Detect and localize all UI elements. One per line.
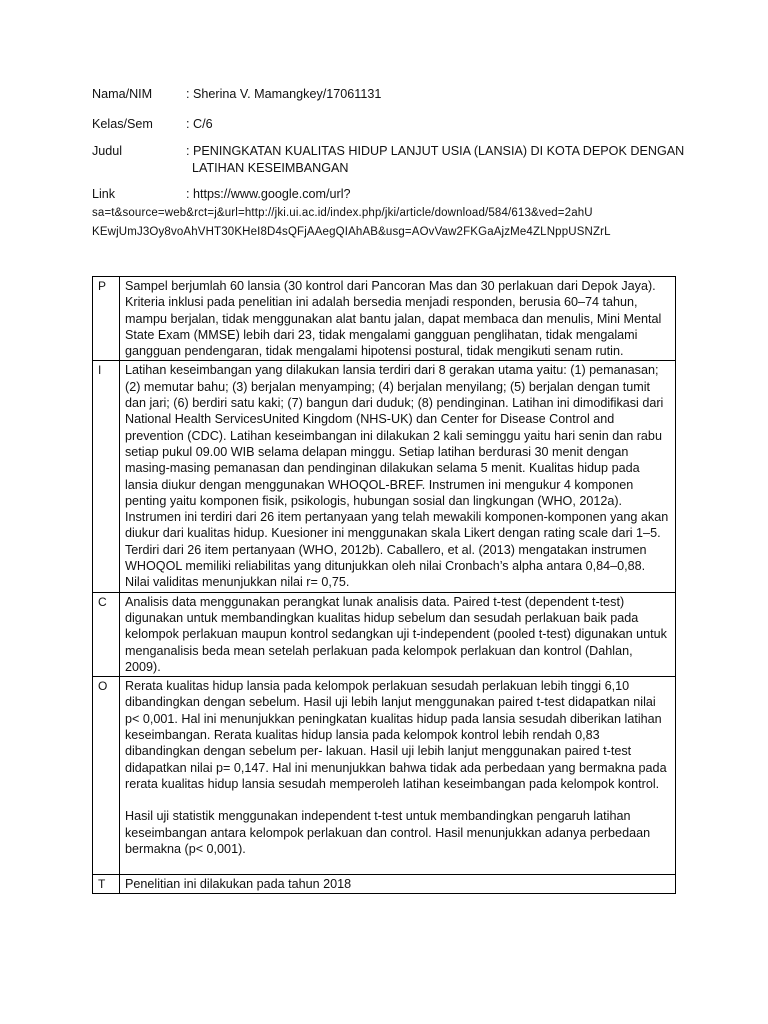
row-key-p: P [93,277,120,361]
link-row [92,186,692,241]
judul-row [92,143,692,177]
table-row-p [93,277,676,361]
paragraph-spacer [125,792,670,808]
row-text-i: Latihan keseimbangan yang dilakukan lansia terdiri dari 8 gerakan utama yaitu: (1) pemanasan; (2) memutar bahu; (3) berjalan menyamping; (4) berjalan menyilang; (5) berjalan dengan tumit dan jari; (6) berdiri satu kaki; (7) bangun dari duduk; (8) pendinginan. Latihan ini dimodifikasi dari National Health ServicesUnited Kingdom (NHS-UK) dan Center for Disease Control and prevention (CDC). Latihan keseimbangan ini dilakukan 2 kali seminggu yaitu hari senin dan rabu setiap pukul 09.00 WIB selama delapan minggu. Setiap latihan berdurasi 30 menit dengan masing-masing pemanasan dan pendinginan dilakukan selama 5 menit. Kualitas hidup pada lansia diukur dengan menggunakan WHOQOL-BREF. Instrumen ini mengukur 4 komponen penting yaitu komponen fisik, psikologis, hubungan sosial dan lingkungan (WHO, 2012a). Instrumen ini terdiri dari 26 item pertanyaan yang telah mewakili komponen-komponen yang akan diukur dari kualitas hidup. Kuesioner ini menggunakan skala Likert dengan rating scale dari 1–5. Terdiri dari 26 item pertanyaan (WHO, 2012b). Caballero, et al. (2013) mengatakan instrumen WHOQOL memiliki reliabilitas yang ditunjukkan oleh nilai Cronbach’s alpha antara 0,84–0,88. Nilai validitas menunjukkan nilai r= 0,75. [120,361,676,592]
link-label: Link [92,187,116,201]
row-key-c: C [93,592,120,676]
table-row-o [93,677,676,875]
row-key-t: T [93,875,120,894]
row-key-i: I [93,361,120,592]
judul-line-1: : PENINGKATAN KUALITAS HIDUP LANJUT USIA (LANSIA) DI KOTA DEPOK DENGAN [186,144,685,158]
link-value-line-1: : https://www.google.com/url? [186,187,351,201]
pico-table [92,276,676,894]
table-row-i [93,361,676,592]
kelas-value: : C/6 [186,117,213,131]
kelas-row [92,116,692,133]
link-line-3: KEwjUmJ3Oy8voAhVHT30KHeI8D4sQFjAAegQIAhAB&usg=AOvVaw2FKGaAjzMe4ZLNppUSNZrL [92,226,611,238]
row-text-o-paragraph-1: Rerata kualitas hidup lansia pada kelompok perlakuan sesudah perlakuan lebih tinggi 6,10 dibandingkan dengan sebelum. Hasil uji lebih lanjut menggunakan paired t-test didapatkan nilai p< 0,001. Hal ini menunjukkan peningkatan kualitas hidup pada lansia sesudah diberikan latihan keseimbangan. Rerata kualitas hidup lansia pada kelompok kontrol lebih rendah 0,83 dibandingkan dengan sebelum per- lakuan. Hasil uji lebih lanjut menggunakan paired t-test didapatkan nilai p= 0,147. Hal ini menunjukkan bahwa tidak ada perbedaan yang bermakna pada rerata kualitas hidup lansia sesudah memperoleh latihan keseimbangan pada kelompok kontrol. [125,679,667,791]
row-text-o-paragraph-2: Hasil uji statistik menggunakan independent t-test untuk membandingkan pengaruh latihan keseimbangan antara kelompok perlakuan dan control. Hasil menunjukkan adanya perbedaan bermakna (p< 0,001). [125,809,651,856]
row-text-c: Analisis data menggunakan perangkat lunak analisis data. Paired t-test (dependent t-test) digunakan untuk membandingkan kualitas hidup sebelum dan sesudah perlakuan baik pada kelompok perlakuan maupun kontrol sedangkan uji t-independent (pooled t-test) digunakan untuk menganalisis beda mean setelah perlakuan pada kelompok perlakuan dan kontrol (Dahlan, 2009). [120,592,676,676]
row-key-o: O [93,677,120,875]
nama-value: : Sherina V. Mamangkey/17061131 [186,87,382,101]
nama-row [92,86,692,103]
link-line-2: sa=t&source=web&rct=j&url=http://jki.ui.ac.id/index.php/jki/article/download/584/613&ved=2ahU [92,207,593,219]
kelas-label: Kelas/Sem [92,117,153,131]
row-text-p: Sampel berjumlah 60 lansia (30 kontrol dari Pancoran Mas dan 30 perlakuan dari Depok Jaya). Kriteria inklusi pada penelitian ini adalah bersedia menjadi responden, berusia 60–74 tahun, mampu berjalan, tidak menggunakan alat bantu jalan, dapat membaca dan menulis, Mini Mental State Exam (MMSE) lebih dari 23, tidak mengalami gangguan penglihatan, tidak mengalami gangguan pendengaran, tidak mengalami hipotensi postural, tidak mengikuti senam rutin. [120,277,676,361]
row-text-t: Penelitian ini dilakukan pada tahun 2018 [120,875,676,894]
nama-label: Nama/NIM [92,87,153,101]
judul-label: Judul [92,144,123,158]
table-row-t [93,875,676,894]
table-row-c [93,592,676,676]
judul-value [186,143,692,177]
row-cell-o [120,677,676,875]
judul-line-2: LATIHAN KESEIMBANGAN [192,161,349,175]
